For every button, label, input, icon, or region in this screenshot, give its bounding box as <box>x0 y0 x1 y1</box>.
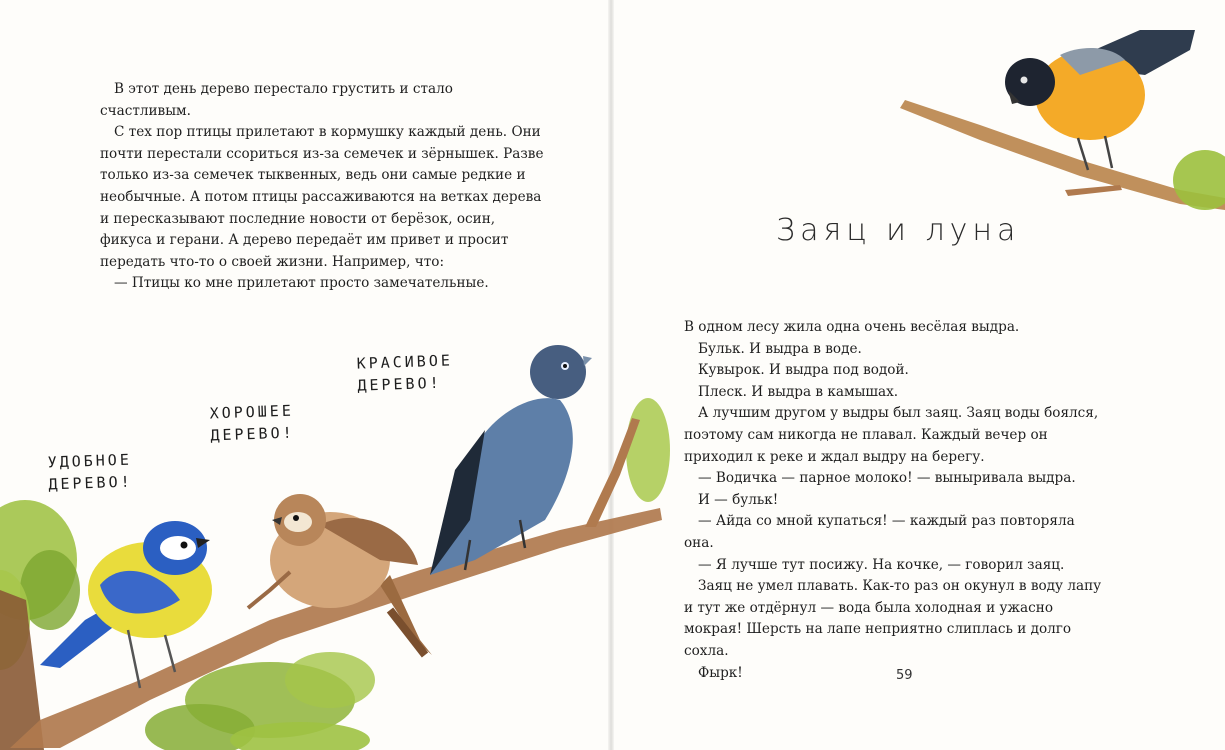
speech-good-tree <box>209 400 295 447</box>
speech-line: КРАСИВОЕ <box>356 351 454 373</box>
paragraph: Фырк! <box>698 664 743 681</box>
right-page-text <box>684 317 1102 684</box>
speech-line: ДЕРЕВО! <box>210 423 295 445</box>
paragraph: Заяц не умел плавать. Как-то раз он окунул в воду лапу и тут же отдёрнул — вода была холодная и ужасно мокрая! Шерсть на лапе неприятно слиплась и долго сохла. <box>684 578 1102 659</box>
speech-line: ДЕРЕВО! <box>48 472 133 494</box>
left-page-text <box>100 79 545 295</box>
paragraph: В одном лесу жила одна очень весёлая выдра. <box>684 319 1020 335</box>
speech-line: ХОРОШЕЕ <box>209 401 295 423</box>
paragraph: А лучшим другом у выдры был заяц. Заяц воды боялся, поэтому сам никогда не плавал. Каждый вечер он приходил к реке и ждал выдру на берегу. <box>684 405 1099 465</box>
page-number: 59 <box>896 668 913 683</box>
paragraph: И — бульк! <box>698 491 779 508</box>
paragraph: — Птицы ко мне прилетают просто замечательные. <box>114 275 489 292</box>
paragraph: В этот день дерево перестало грустить и стало счастливым. <box>100 81 453 119</box>
chapter-title: Заяц и луна <box>776 213 1021 248</box>
paragraph: С тех пор птицы прилетают в кормушку каждый день. Они почти перестали ссориться из-за семечек и зёрнышек. Разве только из-за семечек тыквенных, ведь они самые редкие и необычные. А потом птицы рассаживаются на ветках дерева и пересказывают последние новости от берёзок, осин, фикуса и герани. А дерево передаёт им привет и просит передать что-то о своей жизни. Например, что: <box>100 124 544 270</box>
paragraph: — Водичка — парное молоко! — выныривала выдра. <box>698 470 1076 487</box>
paragraph: — Я лучше тут посижу. На кочке, — говорил заяц. <box>698 556 1065 573</box>
paragraph: Бульк. И выдра в воде. <box>698 340 862 357</box>
speech-line: ДЕРЕВО! <box>357 373 442 395</box>
right-twig <box>1065 185 1122 196</box>
paragraph: Кувырок. И выдра под водой. <box>698 362 909 379</box>
paragraph: — Айда со мной купаться! — каждый раз повторяла она. <box>684 513 1075 551</box>
speech-comfortable-tree <box>47 449 133 496</box>
speech-line: УДОБНОЕ <box>47 450 133 472</box>
paragraph: Плеск. И выдра в камышах. <box>698 383 899 400</box>
speech-beautiful-tree <box>356 349 454 396</box>
